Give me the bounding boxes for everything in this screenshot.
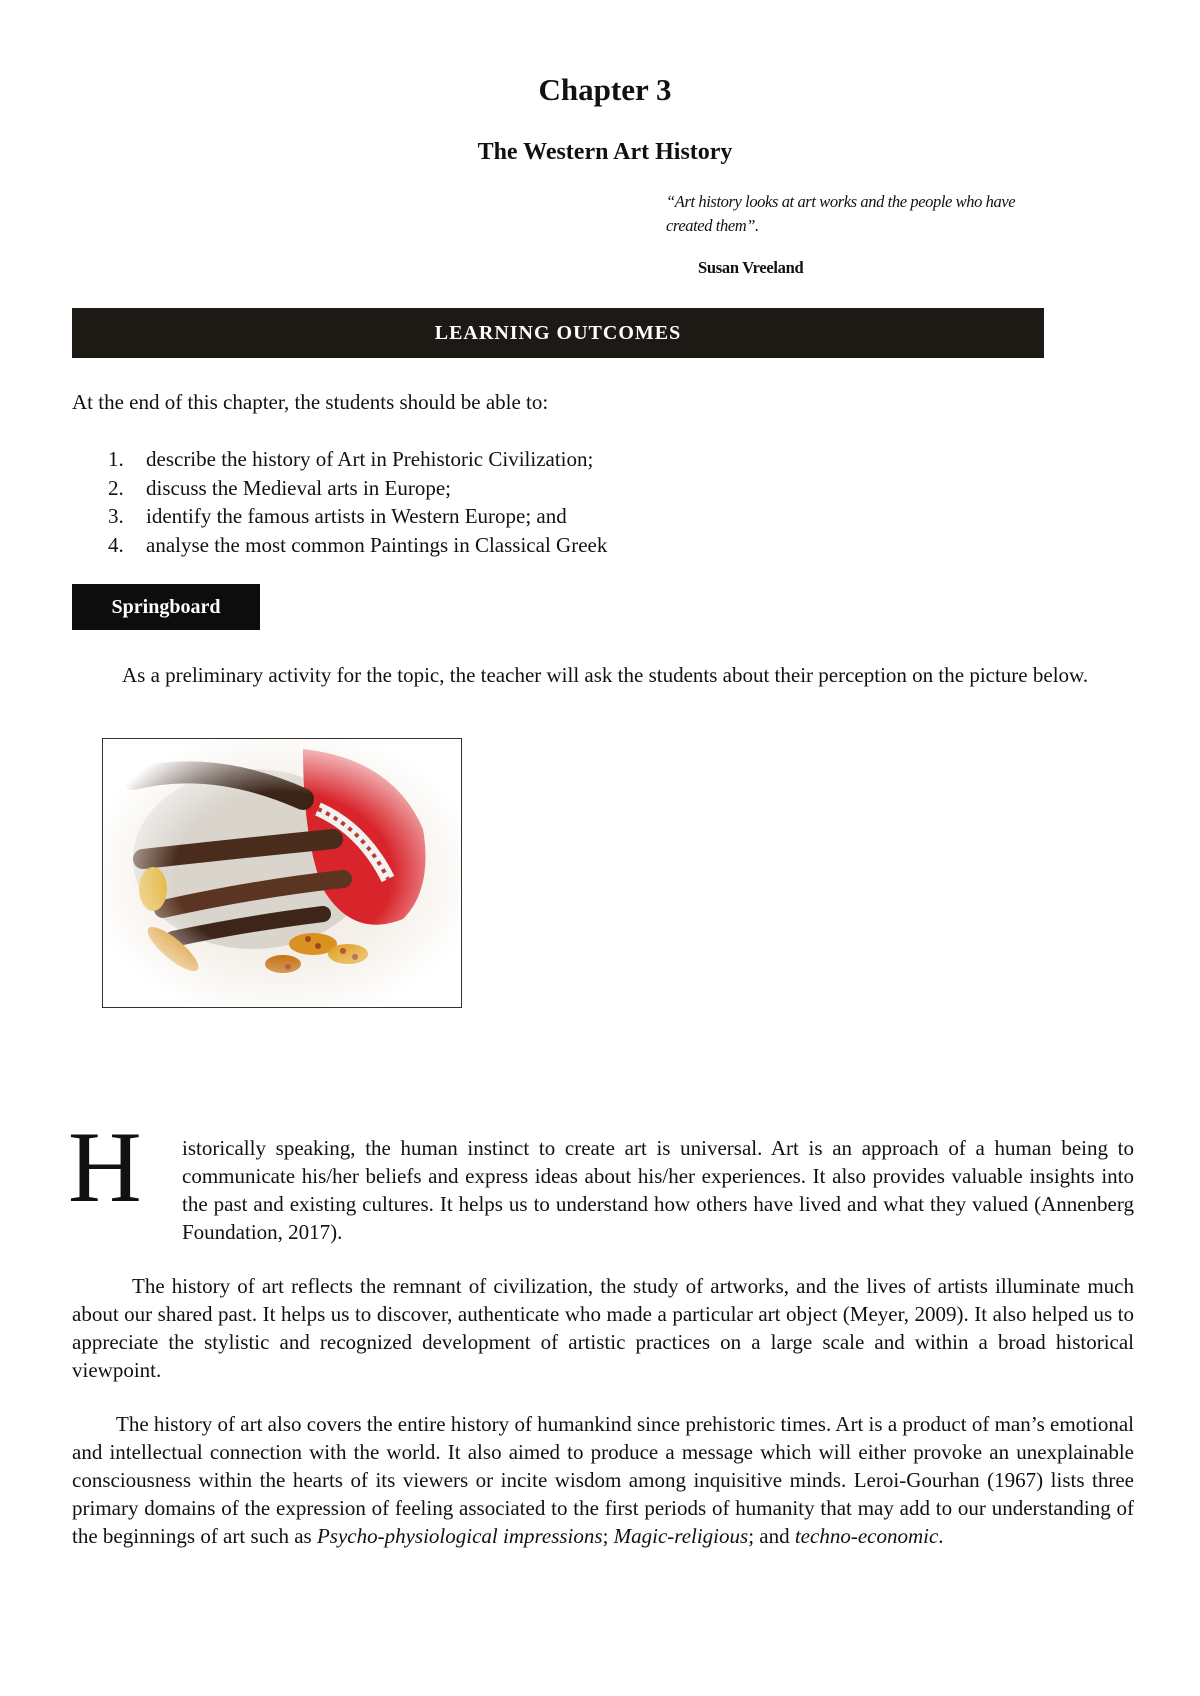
outcome-text: discuss the Medieval arts in Europe; (146, 475, 452, 500)
outcomes-list (72, 445, 1072, 559)
outcome-item (72, 502, 1072, 531)
springboard-label: Springboard (111, 595, 221, 618)
term-techno-economic: techno-economic (794, 1524, 939, 1548)
chapter-subtitle: The Western Art History (477, 139, 733, 165)
epigraph-quote: “Art history looks at art works and the people who have created them”. (666, 192, 1016, 235)
term-magic-religious: Magic-religious (613, 1524, 749, 1548)
paragraph-3-text: The history of art also covers the entire history of humankind since prehistoric times. Art is a product of man’s emotional and intellectual connection with the world. It also aimed to produce a message which will either provoke an unexplainable consciousness within the hearts of its viewers or incite wisdom among inquisitive minds. Leroi-Gourhan (1967) lists three primary domains of the expression of feeling associated to the first periods of humanity that may add to our understanding of the beginnings of art such as (72, 1412, 1134, 1548)
chapter-title: Chapter 3 (538, 72, 672, 107)
learning-outcomes-banner (72, 308, 1044, 358)
outcome-number: 4. (108, 532, 124, 557)
outcome-number: 2. (108, 475, 124, 500)
springboard-banner (72, 584, 260, 630)
springboard-paragraph: As a preliminary activity for the topic, the teacher will ask the students about their perception on the picture below. (122, 663, 1089, 687)
separator: ; and (748, 1524, 795, 1548)
paragraph-end: . (938, 1524, 944, 1548)
outcome-number: 1. (108, 447, 124, 471)
outcome-text: analyse the most common Paintings in Classical Greek (146, 532, 608, 557)
outcome-number: 3. (108, 504, 124, 528)
epigraph-author: Susan Vreeland (698, 258, 804, 277)
paragraph-2: The history of art reflects the remnant of civilization, the study of artworks, and the lives of artists illuminate much about our shared past. It helps us to discover, authenticate who made a particular art object (Meyer, 2009). It also helped us to appreciate the stylistic and recognized development of artistic practices on a large scale and within a broad historical viewpoint. (72, 1274, 1134, 1382)
learning-outcomes-label: LEARNING OUTCOMES (434, 321, 682, 344)
paragraph-3 (72, 1410, 1134, 1550)
outcome-item (72, 474, 1072, 503)
photo-illustration (103, 739, 462, 1008)
term-psycho-physiological: Psycho-physiological impressions (316, 1524, 603, 1548)
drop-cap: H (68, 1111, 142, 1224)
outcomes-intro: At the end of this chapter, the students should be able to: (72, 390, 549, 414)
separator: ; (602, 1524, 614, 1548)
outcome-text: identify the famous artists in Western Europe; and (146, 504, 567, 528)
corn-husking-photo (102, 738, 462, 1008)
outcome-item (72, 445, 1072, 474)
outcome-text: describe the history of Art in Prehistoric Civilization; (146, 447, 594, 471)
outcome-item (72, 531, 1072, 560)
paragraph-1: istorically speaking, the human instinct to create art is universal. Art is an approach of a human being to communicate his/her beliefs and express ideas about his/her experiences. It also provides valuable insights into the past and existing cultures. It helps us to understand how others have lived and what they valued (Annenberg Foundation, 2017). (182, 1136, 1134, 1244)
